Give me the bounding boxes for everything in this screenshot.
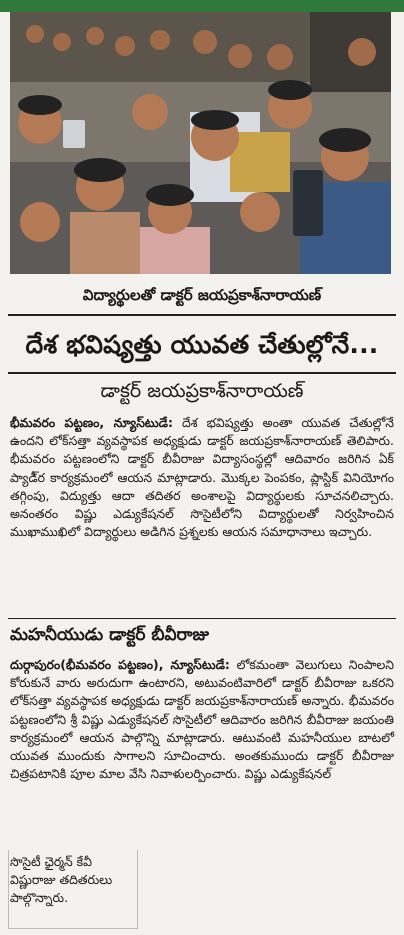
- news-photo: [10, 12, 391, 274]
- divider-middle: [8, 372, 396, 374]
- divider-section: [8, 618, 396, 619]
- headline: దేశ భవిష్యత్తు యువత చేతుల్లోనే...: [25, 330, 379, 359]
- top-banner-strip: [0, 0, 404, 12]
- article-2-text: లోకమంతా వెలుగులు నింపాలని కోరుకునే వారు అరుదుగా ఉంటారని, అటువంటివారిలో డాక్టర్ బీవీరాజు ఒకరని లోక్‌సత్తా వ్యవస్థాపక అధ్యక్షుడు డాక్టర్ జయప్రకాశ్‌నారాయణ్ అన్నారు. భీమవరం పట్టణంలోని శ్రీ విష్ణు ఎడ్యుకేషనల్ సొసైటీలో ఆదివారం జరిగిన బీవీరాజు జయంతి కార్యక్రమంలో ఆయన పాల్గొన్ని మాట్లాడారు. ఆటువంటి మహనీయుల బాటలో యువత ముందుకు సాగాలని సూచించారు. అంతకుముందు డాక్టర్ బీవీరాజు చిత్రపటానికి పూల మాల వేసి నివాళులర్పించారు. విష్ణు ఎడ్యుకేషనల్: [10, 657, 394, 782]
- article-1-text: దేశ భవిష్యత్తు అంతా యువత చేతుల్లోనే ఉందని లోక్‌సత్తా వ్యవస్థాపక అధ్యక్షుడు డాక్టర్ జయప్రకాశ్‌నారాయణ్ తెలిపారు. భీమవరం పట్టణంలోని డాక్టర్ బీవీరాజు విద్యాసంస్థల్లో ఆదివారం జరిగిన ఏక్ ప్యాడీ్ర కార్యక్రమంలో ఆయన మాట్లాడారు. మొక్కల పెంపకం, ప్లాస్టిక్ వినియోగం తగ్గింపు, విద్యుత్తు ఆదా తదితర అంశాలపై విద్యార్థులకు సూచనలిచ్చారు. అనంతరం విష్ణు ఎడ్యుకేషనల్ సొసైటీలోని విద్యార్థులతో నిర్వహించిన ముఖాముఖిలో విద్యార్థులు అడిగిన ప్రశ్నలకు ఆయన సమాధానాలు ఇచ్చారు.: [10, 415, 394, 540]
- subhead: మహనీయుడు డాక్టర్ బీవీరాజు: [10, 625, 209, 645]
- byline: డాక్టర్ జయప్రకాశ్‌నారాయణ్: [100, 380, 304, 402]
- article-1-body: [10, 414, 394, 541]
- article-1-dateline: భీమవరం పట్టణం, న్యూస్‌టుడే:: [10, 415, 173, 430]
- photo-caption: విద్యార్థులతో డాక్టర్ జయప్రకాశ్‌నారాయణ్: [82, 286, 322, 304]
- divider-top: [8, 314, 396, 316]
- article-2-dateline: దుర్గాపురం(భీమవరం పట్టణం), న్యూస్‌టుడే:: [10, 657, 230, 672]
- article-2-body: [10, 656, 394, 783]
- crowd-photo-icon: [10, 12, 391, 274]
- article-2-tail: సొసైటీ ఛైర్మన్ కేవీ విష్ణురాజు తదితరులు పాల్గొన్నారు.: [10, 854, 113, 906]
